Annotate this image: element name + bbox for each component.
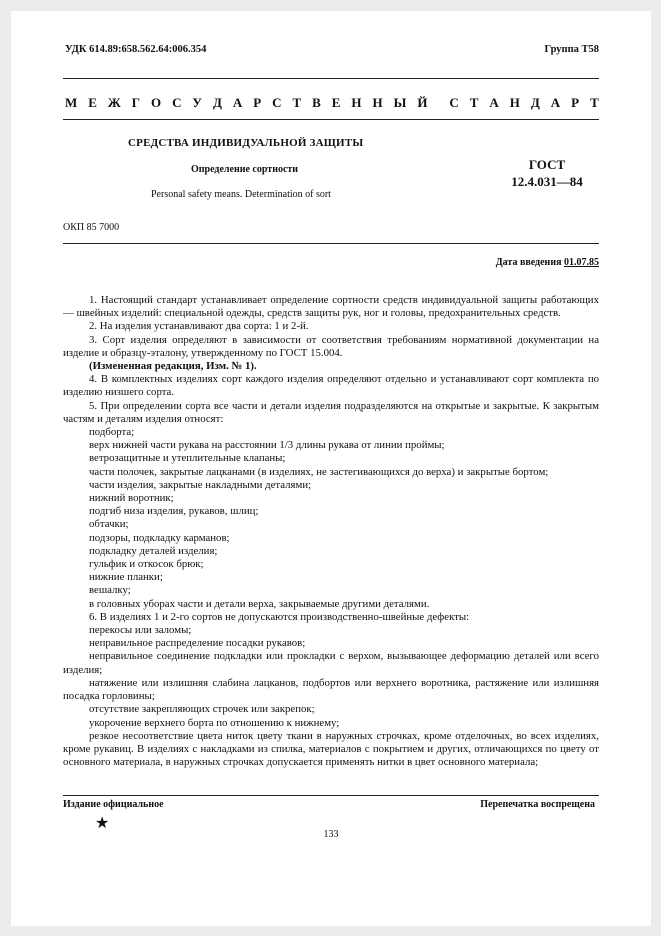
official-edition-note: Издание официальное [63,799,164,810]
body-paragraph: отсутствие закрепляющих строчек или закрепок; [89,703,315,716]
body-paragraph: гульфик и откосок брюк; [89,558,204,571]
heading-letter: В [312,95,321,110]
page-number: 133 [323,829,339,840]
okp-divider [63,243,599,244]
document-subtitle: Определение сортности [191,164,299,175]
heading-letter: А [550,95,561,110]
heading-letter: Е [331,95,341,110]
heading-letter: Д [530,95,540,110]
heading-letter: Р [571,95,580,110]
heading-letter: Ы [393,95,407,110]
okp-code: ОКП 85 7000 [63,222,120,233]
body-paragraph: натяжение или излишняя слабина лацканов, подбортов или верхнего воротника, растяжение или излишняя посадка горловины; [63,676,599,703]
heading-letter: Н [351,95,362,110]
body-paragraph: части полочек, закрытые лацканами (в изделиях, не застегивающихся до верха) и закрытые бортом; [89,465,549,478]
body-paragraph: укорочение верхнего борта по отношению к нижнему; [89,716,340,729]
date-label: Дата введения [495,257,562,268]
heading-letter: О [150,95,162,110]
effective-date [496,257,599,268]
body-paragraph: вешалку; [89,584,131,597]
body-paragraph: неправильное соединение подкладки или прокладки с верхом, вызывающее деформацию деталей или всего изделия; [63,650,599,676]
body-paragraph: в головных уборах части и детали верха, закрываемые другими деталями. [89,597,430,610]
heading-letter: Н [372,95,383,110]
body-paragraph: верх нижней части рукава на расстоянии 1/3 длины рукава от линии проймы; [89,439,445,452]
gost-label: ГОСТ [528,157,566,172]
body-paragraph: нижний воротник; [89,492,174,505]
body-paragraph: нижние планки; [89,571,163,584]
heading-letter: С [272,95,282,110]
reprint-prohibited-note: Перепечатка воспрещена [480,799,595,810]
body-paragraph: подборта; [89,426,135,439]
body-paragraph: 4. В комплектных изделиях сорт каждого изделия определяют отдельно и устанавливают сорт комплекта по изделию низшего сорта. [63,373,599,399]
star-icon: ★ [95,815,110,832]
heading-divider [63,119,599,120]
body-paragraph: обтачки; [89,518,129,531]
heading-letter: М [65,95,78,110]
gost-block [497,156,597,190]
heading-letter: Т [292,95,302,110]
heading-letter: Р [253,95,262,110]
udk-code: УДК 614.89:658.562.64:006.354 [65,44,207,55]
document-page [11,11,651,926]
body-paragraph: неправильное распределение посадки рукавов; [89,637,306,650]
heading-letter: Т [469,95,479,110]
heading-letter: А [489,95,499,110]
document-title: СРЕДСТВА ИНДИВИДУАЛЬНОЙ ЗАЩИТЫ [128,137,364,149]
heading-letter: У [192,95,202,110]
body-paragraph: 5. При определении сорта все части и детали изделия подразделяются на открытые и закрытые. К закрытым частям и деталям изделия относят: [63,399,599,425]
body-paragraph: 6. В изделиях 1 и 2-го сортов не допускаются производственно-швейные дефекты: [89,610,470,623]
heading-letter: С [172,95,182,110]
body-paragraph: (Измененная редакция, Изм. № 1). [89,360,257,373]
heading-letter: А [232,95,243,110]
interstate-standard-heading [65,95,599,111]
body-paragraph: ветрозащитные и утеплительные клапаны; [89,452,286,465]
heading-letter: Е [88,95,97,110]
gost-number: 12.4.031—84 [511,174,583,189]
body-paragraph: 3. Сорт изделия определяют в зависимости от соответствия требованиям нормативной документации на изделие и образцу-эталону, утвержденному по ГОСТ 15.004. [63,333,599,359]
document-body [63,294,599,769]
body-paragraph: 2. На изделия устанавливают два сорта: 1 и 2-й. [89,320,309,333]
top-divider [63,78,599,79]
footer-divider [63,795,599,796]
english-title: Personal safety means. Determination of sort [151,189,331,200]
heading-letter: Ж [107,95,121,110]
group-code: Группа Т58 [544,44,599,55]
heading-letter: Д [212,95,222,110]
body-paragraph: подкладку деталей изделия; [89,544,218,557]
heading-letter: Т [590,95,599,110]
heading-letter: С [449,95,459,110]
body-paragraph: резкое несоответствие цвета ниток цвету ткани в наружных строчках, кроме отделочных, во всех изделиях, кроме рукавиц. В изделиях с накладками из спилка, материалов с покрытием и других, отличающихся по цвету от основного материала, в наружных строчках допускается применять нитки в цвет основного материала; [63,729,599,769]
body-paragraph: подгиб низа изделия, рукавов, шлиц; [89,505,259,518]
heading-letter: Г [131,95,140,110]
body-paragraph: подзоры, подкладку карманов; [89,531,230,544]
body-paragraph: 1. Настоящий стандарт устанавливает определение сортности средств индивидуальной защиты работающих — швейных изделий: специальной одежды, средств защиты рук, ног и головы, предохранительных средств. [63,294,599,320]
date-value: 01.07.85 [564,257,599,268]
body-paragraph: части изделия, закрытые накладными деталями; [89,478,312,491]
heading-letter: Н [509,95,520,110]
body-paragraph: перекосы или заломы; [89,624,192,637]
heading-letter: Й [417,95,428,110]
